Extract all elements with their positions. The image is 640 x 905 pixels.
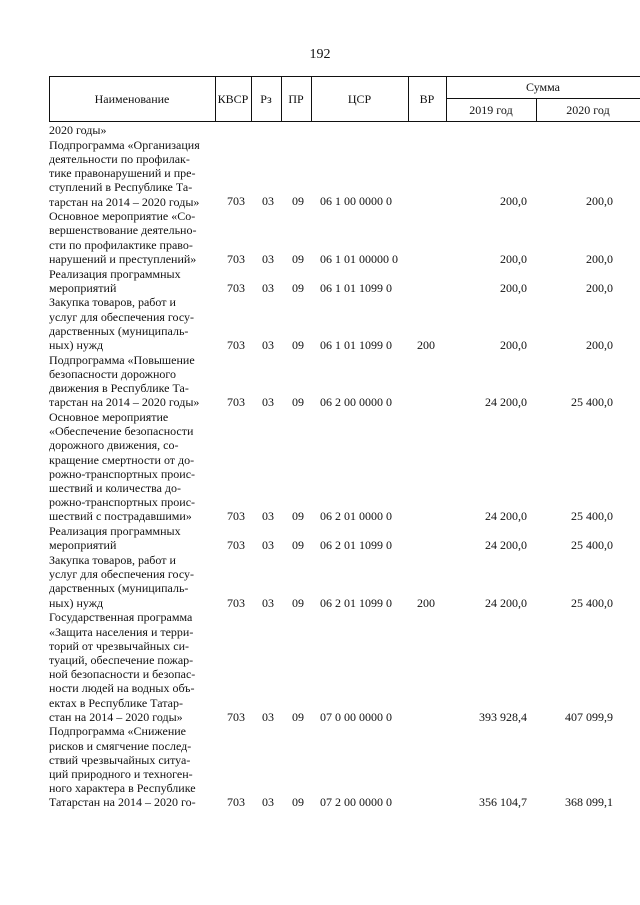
cell-rz: 03 [262, 194, 274, 209]
cell-pr: 09 [292, 251, 304, 266]
row-name-line: рисков и смягчение послед- [49, 738, 192, 753]
cell-csr: 06 1 00 0000 0 [320, 194, 392, 209]
cell-sum-2020: 200,0 [586, 251, 613, 266]
header-vr: ВР [419, 91, 435, 106]
page-number: 192 [309, 47, 331, 62]
cell-sum-2020: 25 400,0 [571, 595, 613, 610]
header-year-2020: 2020 год [566, 102, 610, 117]
cell-pr: 09 [292, 194, 304, 209]
table-row [0, 209, 640, 266]
row-name-line: сти по профилактике право- [49, 237, 193, 252]
table-row [0, 410, 640, 524]
row-name-line: стан на 2014 – 2020 годы» [49, 709, 183, 724]
row-name-line: Закупка товаров, работ и [49, 553, 176, 567]
cell-csr: 06 2 01 0000 0 [320, 509, 392, 524]
row-name [49, 209, 215, 266]
cell-sum-2020: 368 099,1 [565, 795, 613, 810]
row-name-line: дарственных (муниципаль- [49, 323, 189, 338]
row-name [49, 123, 215, 137]
row-name [49, 267, 215, 295]
row-name-line: рожно-транспортных проис- [49, 466, 196, 481]
cell-kvsr: 703 [227, 538, 245, 553]
cell-vr: 200 [417, 595, 435, 610]
cell-sum-2019: 24 200,0 [485, 509, 527, 524]
cell-sum-2019: 24 200,0 [485, 538, 527, 553]
row-name-line: 2020 годы» [49, 123, 107, 137]
table-row [0, 610, 640, 724]
row-name-line: безопасности дорожного [49, 366, 177, 381]
cell-rz: 03 [262, 251, 274, 266]
cell-sum-2019: 356 104,7 [479, 795, 527, 810]
row-name-line: Государственная программа [49, 610, 193, 625]
table-row [0, 553, 640, 610]
table-row [0, 123, 640, 137]
cell-vr: 200 [417, 337, 435, 352]
row-name-line: ных) нужд [49, 595, 104, 610]
cell-pr: 09 [292, 509, 304, 524]
row-name-line: ной безопасности и безопас- [49, 667, 196, 682]
header-year-2019: 2019 год [469, 102, 513, 117]
cell-kvsr: 703 [227, 337, 245, 352]
row-name-line: мероприятий [49, 538, 117, 553]
cell-kvsr: 703 [227, 395, 245, 410]
row-name-line: тике правонарушений и пре- [49, 166, 196, 181]
row-name-line: ступлений в Республике Та- [49, 180, 193, 195]
cell-kvsr: 703 [227, 709, 245, 724]
row-name-line: Подпрограмма «Повышение [49, 352, 195, 367]
header-kvsr: КВСР [217, 91, 249, 106]
header-rz: Рз [260, 91, 272, 106]
cell-pr: 09 [292, 595, 304, 610]
cell-sum-2019: 200,0 [500, 280, 527, 295]
cell-rz: 03 [262, 538, 274, 553]
row-name-line: тарстан на 2014 – 2020 годы» [49, 194, 200, 209]
cell-csr: 06 1 01 1099 0 [320, 337, 392, 352]
row-name-line: кращение смертности от до- [49, 452, 195, 467]
row-name-line: Татарстан на 2014 – 2020 го- [49, 795, 196, 810]
cell-pr: 09 [292, 337, 304, 352]
row-name-line: Основное мероприятие [49, 410, 169, 424]
row-name-line: Реализация программных [49, 524, 181, 539]
cell-csr: 07 2 00 0000 0 [320, 795, 392, 810]
row-name-line: ных) нужд [49, 338, 104, 352]
cell-kvsr: 703 [227, 509, 245, 524]
cell-kvsr: 703 [227, 595, 245, 610]
cell-rz: 03 [262, 595, 274, 610]
header-pr: ПР [288, 91, 304, 106]
row-name-line: деятельности по профилак- [49, 151, 190, 166]
table-row [0, 524, 640, 552]
header-name: Наименование [94, 91, 170, 106]
cell-pr: 09 [292, 395, 304, 410]
cell-pr: 09 [292, 280, 304, 295]
row-name-line: дорожного движения, со- [49, 438, 179, 453]
cell-csr: 06 2 01 1099 0 [320, 538, 392, 553]
cell-sum-2019: 393 928,4 [479, 709, 527, 724]
row-name-line: рожно-транспортных проис- [49, 495, 196, 510]
cell-kvsr: 703 [227, 194, 245, 209]
cell-pr: 09 [292, 538, 304, 553]
row-name-line: ствий чрезвычайных ситуа- [49, 752, 191, 767]
cell-sum-2020: 25 400,0 [571, 509, 613, 524]
row-name-line: Подпрограмма «Снижение [49, 724, 187, 739]
row-name-line: ектах в Республике Татар- [49, 695, 183, 710]
row-name-line: Основное мероприятие «Со- [49, 209, 196, 224]
cell-sum-2019: 200,0 [500, 337, 527, 352]
table-row [0, 353, 640, 410]
cell-sum-2019: 200,0 [500, 251, 527, 266]
table-row [0, 138, 640, 209]
cell-pr: 09 [292, 709, 304, 724]
row-name-line: мероприятий [49, 280, 117, 295]
table-header [49, 76, 640, 121]
cell-rz: 03 [262, 795, 274, 810]
row-name-line: торий от чрезвычайных си- [49, 638, 190, 653]
row-name [49, 353, 215, 410]
row-name-line: тарстан на 2014 – 2020 годы» [49, 395, 200, 410]
cell-kvsr: 703 [227, 280, 245, 295]
cell-sum-2019: 200,0 [500, 194, 527, 209]
cell-sum-2019: 24 200,0 [485, 595, 527, 610]
cell-csr: 07 0 00 0000 0 [320, 709, 392, 724]
row-name [49, 553, 215, 610]
row-name-line: движения в Республике Та- [49, 381, 189, 396]
row-name-line: Реализация программных [49, 266, 181, 281]
row-name-line: шествий и количества до- [49, 481, 182, 496]
cell-sum-2019: 24 200,0 [485, 395, 527, 410]
row-name-line: туаций, обеспечение пожар- [49, 652, 194, 667]
row-name-line: шествий с пострадавшими» [49, 509, 192, 524]
cell-kvsr: 703 [227, 795, 245, 810]
header-sum: Сумма [526, 80, 560, 94]
cell-pr: 09 [292, 795, 304, 810]
cell-sum-2020: 200,0 [586, 280, 613, 295]
cell-sum-2020: 25 400,0 [571, 538, 613, 553]
cell-rz: 03 [262, 509, 274, 524]
row-name [49, 410, 215, 524]
row-name-line: Подпрограмма «Организация [49, 137, 200, 152]
table-row [0, 724, 640, 809]
row-name-line: вершенствование деятельно- [49, 223, 197, 238]
row-name-line: Закупка товаров, работ и [49, 295, 176, 310]
cell-rz: 03 [262, 337, 274, 352]
cell-rz: 03 [262, 395, 274, 410]
header-bottom-line [49, 121, 640, 122]
header-csr: ЦСР [347, 91, 372, 106]
cell-csr: 06 1 01 00000 0 [320, 251, 398, 266]
row-name [49, 295, 215, 352]
cell-csr: 06 2 01 1099 0 [320, 595, 392, 610]
cell-csr: 06 2 00 0000 0 [320, 395, 392, 410]
table-row [0, 267, 640, 295]
cell-sum-2020: 25 400,0 [571, 395, 613, 410]
row-name-line: «Защита населения и терри- [49, 624, 194, 639]
cell-sum-2020: 200,0 [586, 337, 613, 352]
row-name-line: ного характера в Республике [49, 781, 196, 796]
row-name-line: услуг для обеспечения госу- [49, 567, 195, 582]
row-name-line: услуг для обеспечения госу- [49, 309, 195, 324]
row-name [49, 610, 215, 724]
row-name [49, 138, 215, 209]
row-name-line: дарственных (муниципаль- [49, 581, 189, 596]
cell-rz: 03 [262, 709, 274, 724]
row-name [49, 724, 215, 809]
cell-kvsr: 703 [227, 251, 245, 266]
row-name-line: нарушений и преступлений» [49, 251, 197, 266]
row-name-line: ности людей на водных объ- [49, 681, 195, 696]
row-name-line: «Обеспечение безопасности [49, 424, 194, 439]
cell-csr: 06 1 01 1099 0 [320, 280, 392, 295]
row-name [49, 524, 215, 552]
table-row [0, 295, 640, 352]
row-name-line: ций природного и техноген- [49, 767, 193, 781]
cell-rz: 03 [262, 280, 274, 295]
cell-sum-2020: 407 099,9 [565, 709, 613, 724]
cell-sum-2020: 200,0 [586, 194, 613, 209]
